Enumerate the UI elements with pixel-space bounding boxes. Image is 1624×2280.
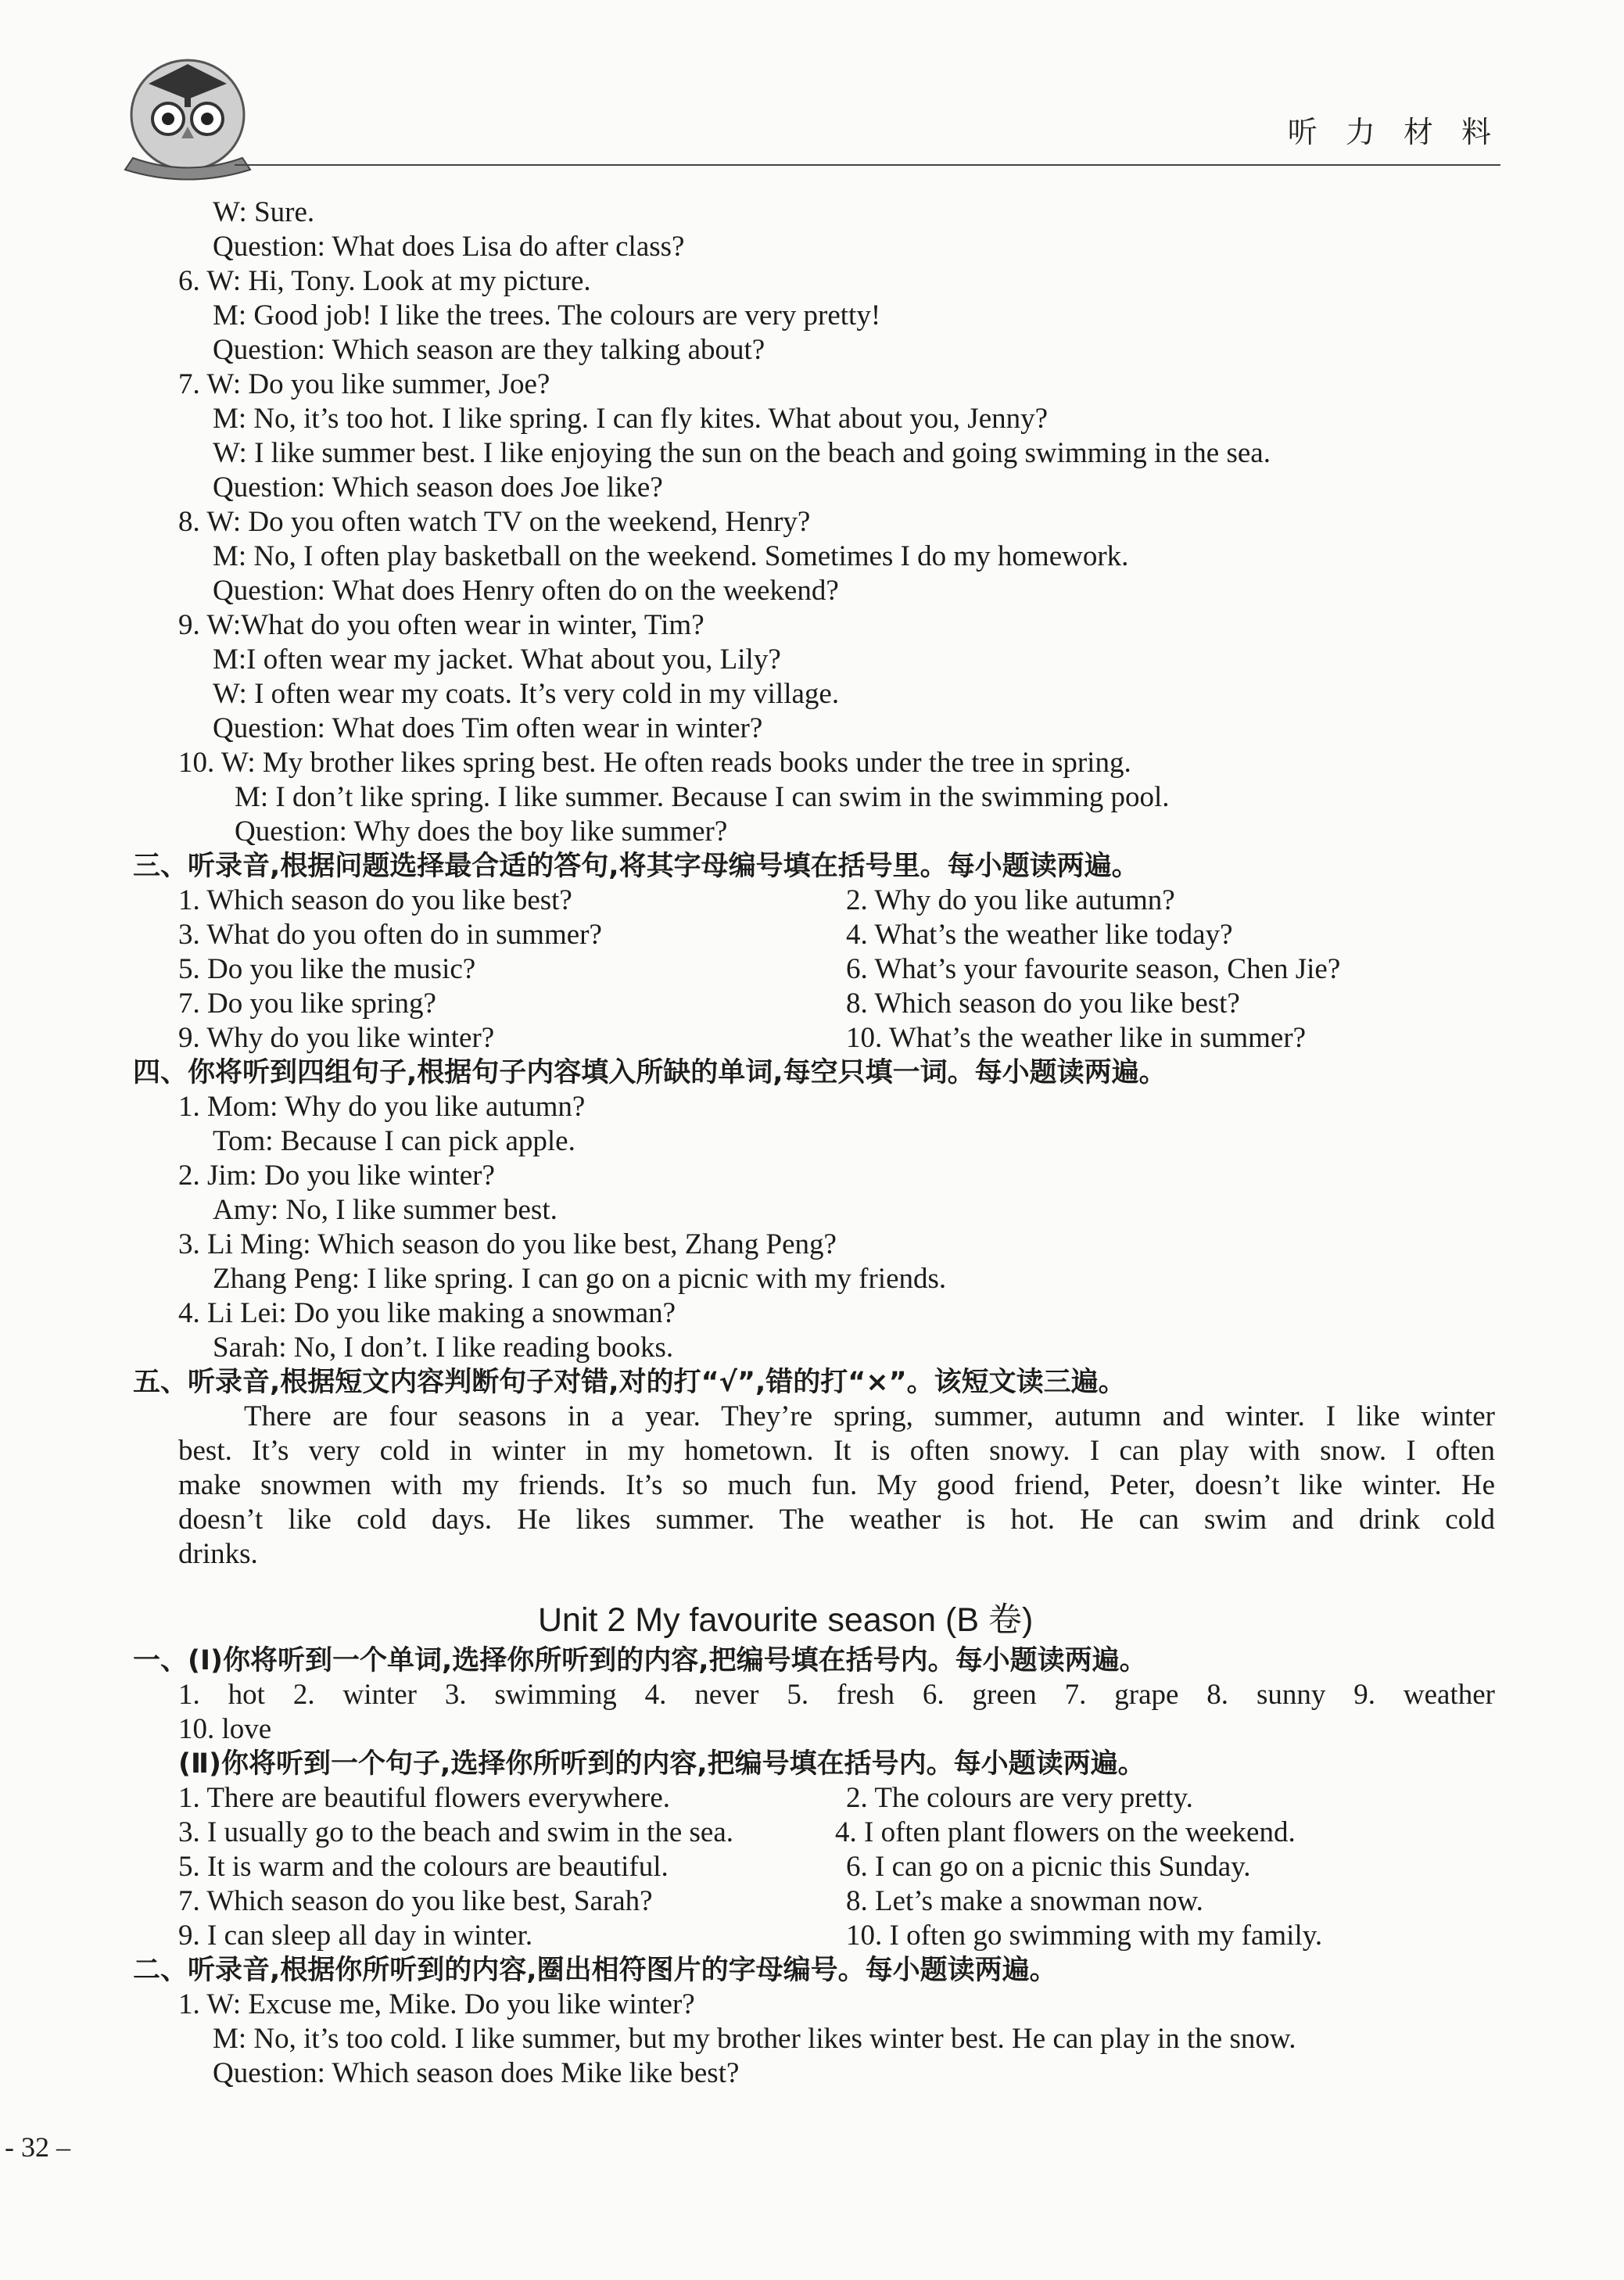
transcript-line: 2. Jim: Do you like winter? [178, 1160, 495, 1192]
section-heading: 四、你将听到四组句子,根据句子内容填入所缺的单词,每空只填一词。每小题读两遍。 [133, 1057, 1167, 1088]
transcript-line: Question: Which season are they talking about? [213, 334, 765, 366]
transcript-line: M:I often wear my jacket. What about you, Lily? [213, 643, 781, 676]
transcript-line: make snowmen with my friends. It’s so much fun. My good friend, Peter, doesn’t like winter. He [178, 1469, 1495, 1501]
transcript-line: W: I often wear my coats. It’s very cold in my village. [213, 678, 840, 710]
transcript-line: 4. What’s the weather like today? [846, 919, 1233, 951]
transcript-line: 3. Li Ming: Which season do you like best, Zhang Peng? [178, 1228, 837, 1260]
transcript-line: Tom: Because I can pick apple. [213, 1125, 575, 1157]
transcript-line: 10. I often go swimming with my family. [846, 1920, 1323, 1952]
section-heading: 三、听录音,根据问题选择最合适的答句,将其字母编号填在括号里。每小题读两遍。 [133, 851, 1139, 882]
transcript-line: 1. There are beautiful flowers everywhere. [178, 1782, 671, 1814]
transcript-line: 5. Do you like the music? [178, 953, 476, 985]
transcript-line: 6. I can go on a picnic this Sunday. [846, 1851, 1251, 1883]
header-rule [235, 164, 1500, 166]
page-number: - 32 – [5, 2131, 70, 2163]
transcript-line: Question: What does Henry often do on the weekend? [213, 575, 839, 607]
transcript-line: 7. W: Do you like summer, Joe? [178, 368, 550, 400]
transcript-line: 1. W: Excuse me, Mike. Do you like winter? [178, 1988, 695, 2020]
transcript-line: 9. W:What do you often wear in winter, Tim? [178, 609, 704, 641]
section-heading: (Ⅱ)你将听到一个句子,选择你所听到的内容,把编号填在括号内。每小题读两遍。 [178, 1748, 1145, 1780]
transcript-line: Zhang Peng: I like spring. I can go on a picnic with my friends. [213, 1263, 947, 1295]
transcript-line: W: Sure. [213, 196, 315, 228]
transcript-line: 10. W: My brother likes spring best. He often reads books under the tree in spring. [178, 747, 1131, 779]
transcript-line: Sarah: No, I don’t. I like reading books. [213, 1332, 674, 1364]
transcript-line: Question: Which season does Mike like best? [213, 2057, 740, 2089]
transcript-line: Question: What does Lisa do after class? [213, 231, 685, 263]
transcript-line: doesn’t like cold days. He likes summer. The weather is hot. He can swim and drink cold [178, 1504, 1495, 1536]
transcript-line: 10. love [178, 1713, 272, 1745]
transcript-line: 1. Which season do you like best? [178, 884, 572, 916]
transcript-line: M: I don’t like spring. I like summer. Because I can swim in the swimming pool. [235, 781, 1170, 813]
transcript-line: Amy: No, I like summer best. [213, 1194, 557, 1226]
transcript-line: There are four seasons in a year. They’re spring, summer, autumn and winter. I like winter [244, 1400, 1495, 1432]
transcript-line: 9. Why do you like winter? [178, 1022, 495, 1054]
transcript-line: 9. I can sleep all day in winter. [178, 1920, 533, 1952]
transcript-line: 2. Why do you like autumn? [846, 884, 1175, 916]
section-heading: Unit 2 My favourite season (B 卷) [538, 1601, 1034, 1639]
transcript-line: 6. W: Hi, Tony. Look at my picture. [178, 265, 591, 297]
transcript-line: 4. Li Lei: Do you like making a snowman? [178, 1297, 676, 1329]
header-title: 听 力 材 料 [1287, 115, 1500, 149]
transcript-line: 1. Mom: Why do you like autumn? [178, 1091, 586, 1123]
transcript-line: M: Good job! I like the trees. The colours are very pretty! [213, 299, 881, 332]
transcript-line: 7. Which season do you like best, Sarah? [178, 1885, 653, 1917]
transcript-line: best. It’s very cold in winter in my hometown. It is often snowy. I can play with snow. I often [178, 1435, 1495, 1467]
transcript-line: 6. What’s your favourite season, Chen Jie? [846, 953, 1341, 985]
transcript-line: 8. W: Do you often watch TV on the weekend, Henry? [178, 506, 811, 538]
transcript-line: M: No, it’s too cold. I like summer, but my brother likes winter best. He can play in the snow. [213, 2023, 1296, 2055]
transcript-line: M: No, I often play basketball on the weekend. Sometimes I do my homework. [213, 540, 1129, 572]
transcript-line: 8. Which season do you like best? [846, 988, 1240, 1020]
transcript-line: 1. hot 2. winter 3. swimming 4. never 5. fresh 6. green 7. grape 8. sunny 9. weather [178, 1679, 1495, 1711]
section-heading: 一、(Ⅰ)你将听到一个单词,选择你所听到的内容,把编号填在括号内。每小题读两遍。 [133, 1645, 1147, 1676]
transcript-line: 8. Let’s make a snowman now. [846, 1885, 1203, 1917]
transcript-line: 7. Do you like spring? [178, 988, 436, 1020]
transcript-line: Question: Which season does Joe like? [213, 471, 663, 504]
transcript-line: 3. I usually go to the beach and swim in the sea. [178, 1816, 734, 1848]
transcript-line: 5. It is warm and the colours are beautiful. [178, 1851, 669, 1883]
transcript-line: Question: What does Tim often wear in winter? [213, 712, 763, 744]
transcript-line: W: I like summer best. I like enjoying the sun on the beach and going swimming in the sea. [213, 437, 1271, 469]
transcript-line: 2. The colours are very pretty. [846, 1782, 1193, 1814]
owl-mascot-logo [117, 41, 258, 181]
transcript-line: 3. What do you often do in summer? [178, 919, 602, 951]
section-heading: 五、听录音,根据短文内容判断句子对错,对的打“√”,错的打“×”。该短文读三遍。 [133, 1367, 1126, 1398]
transcript-line: drinks. [178, 1538, 258, 1570]
transcript-line: M: No, it’s too hot. I like spring. I can fly kites. What about you, Jenny? [213, 403, 1049, 435]
transcript-line: 4. I often plant flowers on the weekend. [835, 1816, 1296, 1848]
transcript-line: 10. What’s the weather like in summer? [846, 1022, 1307, 1054]
section-heading: 二、听录音,根据你所听到的内容,圈出相符图片的字母编号。每小题读两遍。 [133, 1955, 1057, 1986]
transcript-line: Question: Why does the boy like summer? [235, 816, 728, 848]
